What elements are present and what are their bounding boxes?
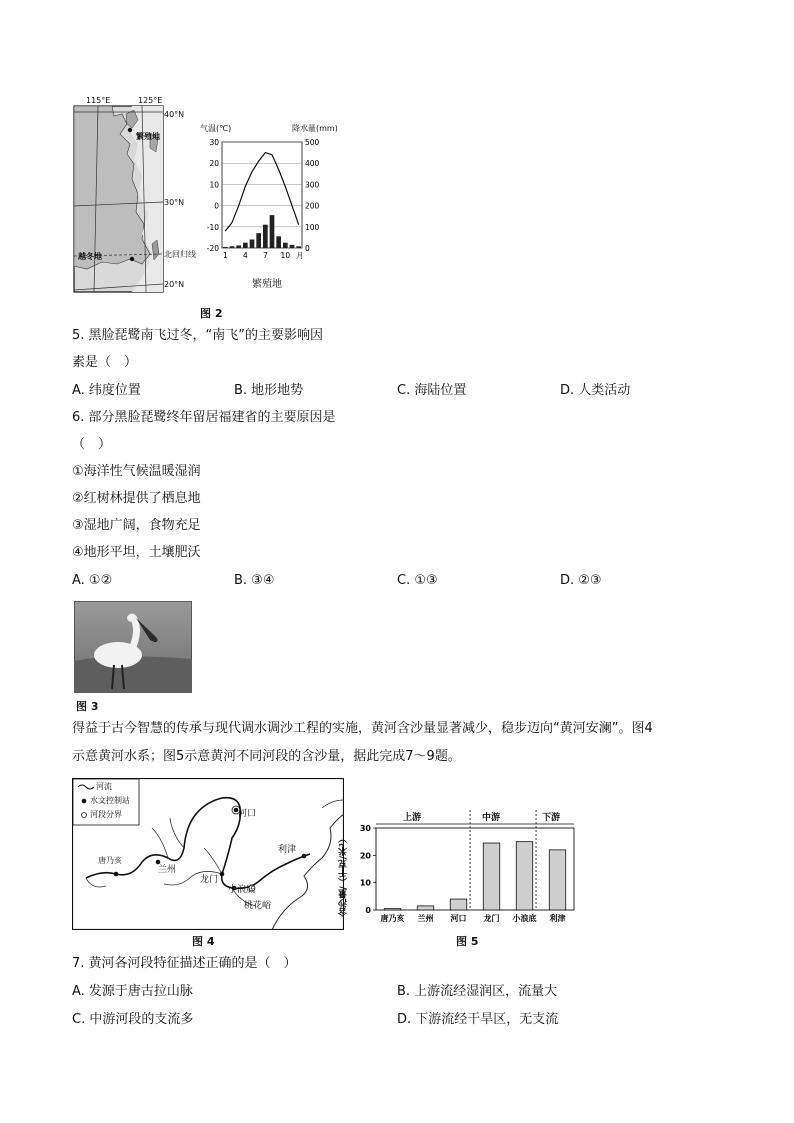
- q6-stem-line1: 6. 部分黑脸琵鹭终年留居福建省的主要原因是: [72, 410, 336, 425]
- breeding-label: 繁殖地: [136, 132, 160, 141]
- figure5-chart: [339, 810, 576, 930]
- figure2-climate-chart: [198, 118, 338, 298]
- precip-bar: [283, 243, 288, 248]
- sediment-tick-label: 0: [365, 906, 371, 915]
- q5-stem-line1: 5. 黑脸琵鹭南飞过冬，“南飞”的主要影响因: [72, 328, 324, 343]
- sediment-tick-label: 30: [359, 824, 371, 833]
- precip-bar: [263, 225, 268, 248]
- figure2-map: [72, 94, 196, 294]
- precip-bar: [296, 246, 301, 248]
- q6-option-d[interactable]: D. ②③: [560, 573, 602, 588]
- east-asia-map: [72, 94, 196, 294]
- q5-option-d[interactable]: D. 人类活动: [560, 383, 631, 398]
- precip-bar: [230, 246, 235, 248]
- group-upper: 上游: [403, 813, 422, 823]
- sediment-category-label: 龙门: [483, 914, 500, 923]
- precip-tick-label: 100: [305, 222, 320, 232]
- station-hekou: 河口: [238, 809, 257, 819]
- temp-tick-label: 10: [209, 180, 219, 190]
- q6-stem-line2: （ ）: [72, 437, 112, 452]
- sediment-category-label: 兰州: [417, 914, 434, 923]
- sediment-plot: [346, 810, 576, 930]
- tropic-label: 北回归线: [164, 250, 196, 259]
- q5-option-c[interactable]: C. 海陆位置: [397, 383, 467, 398]
- sediment-tick-label: 20: [359, 851, 371, 861]
- intro-line1: 得益于古今智慧的传承与现代调水调沙工程的实施，黄河含沙量显著减少，稳步迈向“黄河安澜”。图4: [72, 721, 653, 736]
- precip-bar: [276, 236, 281, 248]
- climate-plot: [198, 134, 338, 274]
- q6-item-3: ③湿地广阔，食物充足: [72, 518, 201, 533]
- figure5-caption: 图 5: [456, 935, 479, 948]
- intro-line2: 示意黄河水系；图5示意黄河不同河段的含沙量，据此完成7～9题。: [72, 749, 461, 764]
- precip-bar: [223, 247, 228, 248]
- precip-tick-label: 0: [305, 244, 310, 253]
- place-label: 繁殖地: [252, 279, 282, 290]
- q6-item-4: ④地形平坦，土壤肥沃: [72, 545, 201, 560]
- month-tick-label: 7: [262, 251, 268, 260]
- month-tick-label: 4: [242, 251, 248, 260]
- precip-bar: [250, 240, 255, 248]
- lon-125-label: 125°E: [138, 96, 163, 105]
- legend-river: 河流: [96, 782, 112, 791]
- q6-item-2: ②红树林提供了栖息地: [72, 491, 201, 506]
- precip-tick-label: 200: [305, 201, 320, 211]
- q6-option-b[interactable]: B. ③④: [234, 573, 275, 588]
- lat-30-label: 30°N: [164, 198, 185, 207]
- sediment-bar: [384, 909, 401, 910]
- sediment-bar: [516, 842, 533, 910]
- precip-bar: [290, 245, 295, 248]
- legend-station: 水文控制站: [90, 796, 130, 805]
- lon-115-label: 115°E: [86, 96, 111, 105]
- sediment-bar: [417, 906, 434, 910]
- q7-option-b[interactable]: B. 上游流经湿润区，流量大: [397, 984, 558, 999]
- sediment-category-label: 唐乃亥: [380, 914, 405, 923]
- lat-20-label: 20°N: [164, 280, 185, 289]
- month-tick-label: 月: [296, 251, 304, 260]
- temp-tick-label: 20: [209, 159, 219, 169]
- q6-option-a[interactable]: A. ①②: [72, 573, 113, 588]
- q5-option-b[interactable]: B. 地形地势: [234, 383, 304, 398]
- lat-40-label: 40°N: [164, 110, 185, 119]
- month-tick-label: 1: [222, 251, 228, 260]
- station-lanzhou: 兰州: [158, 865, 177, 875]
- station-xiaolangdi: 小浪底: [228, 885, 256, 895]
- temp-tick-label: -10: [206, 222, 219, 232]
- spoonbill-photo: [74, 601, 192, 693]
- temp-tick-label: 30: [209, 138, 219, 147]
- station-lijin: 利津: [278, 845, 297, 855]
- figure4-map: [72, 778, 344, 930]
- figure2-caption: 图 2: [200, 307, 223, 320]
- sediment-frame: [376, 828, 574, 910]
- sediment-category-label: 河口: [450, 914, 467, 923]
- precip-tick-label: 400: [305, 159, 320, 169]
- sediment-ylabel: 含沙量/（千克/米³）: [339, 834, 349, 917]
- precip-bar: [270, 215, 275, 248]
- figure4-caption: 图 4: [192, 935, 215, 948]
- station-tangnaihai: 唐乃亥: [98, 856, 122, 865]
- precip-tick-label: 500: [305, 138, 320, 147]
- precip-bar: [256, 233, 261, 248]
- month-tick-label: 10: [280, 251, 291, 260]
- sediment-category-label: 小浪底: [512, 914, 537, 923]
- q5-stem-line2: 素是（ ）: [72, 355, 138, 370]
- figure3-caption: 图 3: [76, 700, 99, 713]
- sediment-bar: [549, 850, 566, 910]
- group-lower: 下游: [542, 813, 561, 823]
- wintering-label: 越冬地: [78, 252, 102, 261]
- q7-stem: 7. 黄河各河段特征描述正确的是（ ）: [72, 956, 297, 971]
- temperature-line: [225, 153, 298, 231]
- temp-tick-label: 0: [214, 201, 219, 211]
- precip-axis-title: 降水量(mm): [292, 124, 338, 133]
- sediment-bar: [450, 899, 467, 910]
- q6-item-1: ①海洋性气候温暖湿润: [72, 464, 201, 479]
- q7-option-d[interactable]: D. 下游流经干旱区，无支流: [397, 1012, 559, 1027]
- sediment-tick-label: 10: [359, 878, 371, 888]
- q6-option-c[interactable]: C. ①③: [397, 573, 438, 588]
- temp-tick-label: -20: [206, 244, 219, 253]
- q7-option-c[interactable]: C. 中游河段的支流多: [72, 1012, 194, 1027]
- precip-bar: [243, 243, 248, 248]
- q5-option-a[interactable]: A. 纬度位置: [72, 383, 141, 398]
- legend-boundary: 河段分界: [90, 810, 122, 819]
- temp-axis-title: 气温(℃): [200, 124, 232, 133]
- sediment-bar: [483, 843, 500, 910]
- station-longmen: 龙门: [200, 875, 219, 885]
- climate-frame: [222, 142, 302, 248]
- precip-bar: [236, 245, 241, 248]
- group-middle: 中游: [482, 813, 501, 823]
- precip-tick-label: 300: [305, 180, 320, 190]
- spoonbill-image: [74, 601, 192, 693]
- sediment-category-label: 利津: [549, 914, 566, 923]
- station-taohuayu: 桃花峪: [244, 901, 272, 911]
- q7-option-a[interactable]: A. 发源于唐古拉山脉: [72, 984, 193, 999]
